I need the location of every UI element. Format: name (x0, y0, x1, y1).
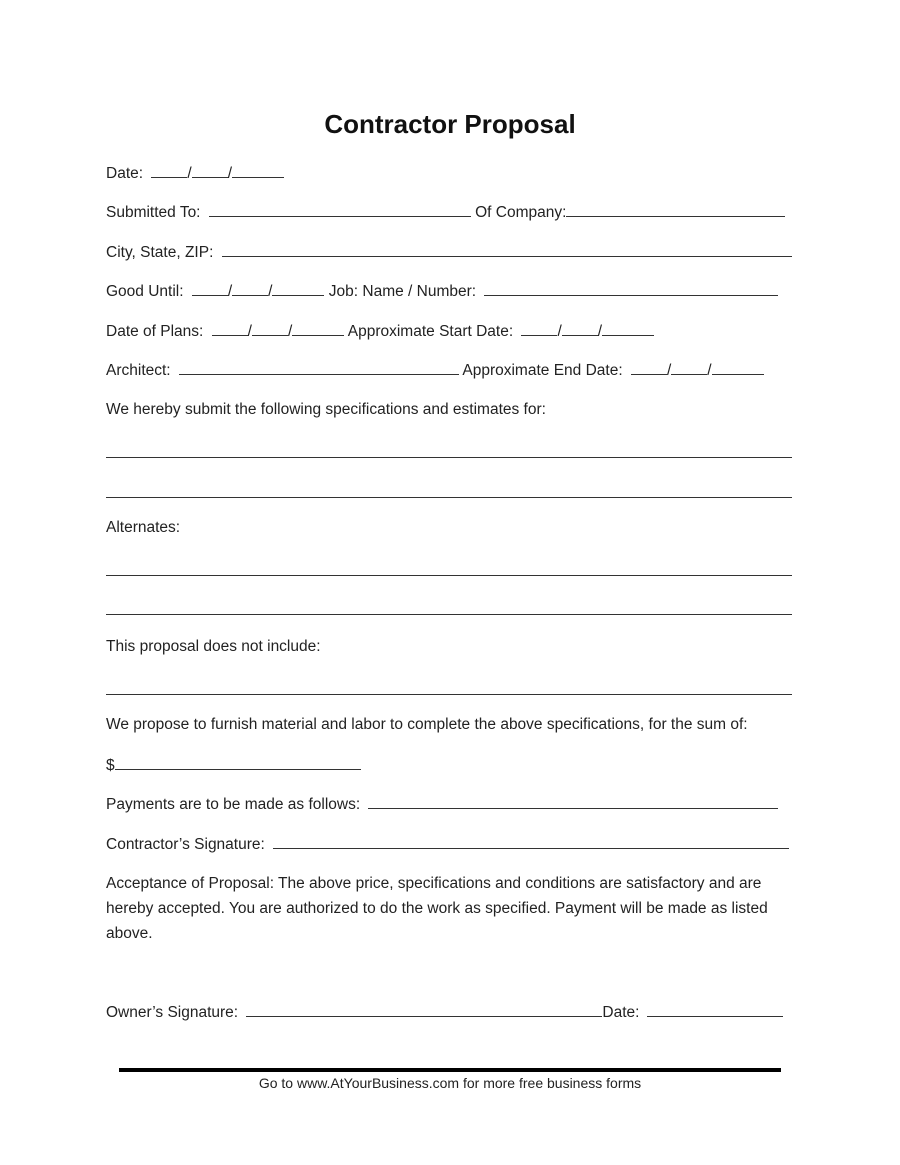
approx-start-date-label: Approximate Start Date: (347, 323, 514, 340)
end-day-field[interactable] (671, 359, 707, 375)
date-of-plans-year-field[interactable] (292, 320, 344, 336)
alternates-line-1[interactable] (106, 575, 792, 576)
approx-end-date-label: Approximate End Date: (462, 362, 623, 379)
start-slash-2: / (597, 323, 603, 340)
end-slash-2: / (707, 362, 712, 379)
owner-signature-field[interactable] (246, 1001, 602, 1017)
city-state-zip-row (106, 241, 796, 264)
contractor-signature-row (106, 833, 796, 856)
alternates-line-2[interactable] (106, 614, 792, 615)
good-until-month-field[interactable] (192, 280, 228, 296)
city-state-zip-field[interactable] (222, 241, 792, 257)
of-company-field[interactable] (566, 201, 785, 217)
start-day-field[interactable] (562, 320, 598, 336)
start-slash-1: / (557, 323, 562, 340)
submitted-to-row (106, 201, 796, 224)
date-of-plans-slash-2: / (287, 323, 293, 340)
sum-field[interactable] (115, 754, 361, 770)
of-company-label: Of Company: (475, 204, 567, 221)
architect-field[interactable] (179, 359, 459, 375)
owner-date-field[interactable] (647, 1001, 783, 1017)
dollar-sign: $ (106, 757, 115, 774)
contractor-signature-label: Contractor’s Signature: (106, 836, 265, 853)
date-of-plans-row (106, 320, 796, 343)
date-of-plans-day-field[interactable] (252, 320, 288, 336)
job-name-number-field[interactable] (484, 280, 778, 296)
payments-field[interactable] (368, 793, 778, 809)
not-include-label: This proposal does not include: (106, 638, 321, 655)
page-title: Contractor Proposal (324, 109, 576, 139)
date-day-field[interactable] (192, 162, 228, 178)
architect-label: Architect: (106, 362, 171, 379)
specifications-line-1[interactable] (106, 457, 792, 458)
footer-divider (119, 1068, 781, 1072)
sum-row (106, 754, 796, 777)
good-until-slash-2: / (268, 283, 273, 300)
submitted-to-field[interactable] (209, 201, 471, 217)
specifications-line-2[interactable] (106, 497, 792, 498)
good-until-year-field[interactable] (272, 280, 324, 296)
end-month-field[interactable] (631, 359, 667, 375)
alternates-label: Alternates: (106, 519, 181, 536)
payments-row (106, 793, 796, 816)
date-slash-1: / (187, 165, 192, 182)
date-label: Date: (106, 165, 144, 182)
submitted-to-label: Submitted To: (106, 204, 201, 221)
job-name-number-label: Job: Name / Number: (328, 283, 477, 300)
city-state-zip-label: City, State, ZIP: (106, 244, 214, 261)
good-until-day-field[interactable] (232, 280, 268, 296)
date-slash-2: / (227, 165, 232, 182)
end-slash-1: / (666, 362, 672, 379)
architect-row (106, 359, 796, 382)
end-year-field[interactable] (712, 359, 764, 375)
footer-text: Go to www.AtYourBusiness.com for more free business forms (258, 1075, 642, 1091)
start-year-field[interactable] (602, 320, 654, 336)
good-until-row (106, 280, 796, 303)
acceptance-paragraph: Acceptance of Proposal: The above price, specifications and conditions are satisfactory and are hereby accepted. You are authorized to do the work as specified. Payment will be made as listed above. (106, 875, 768, 942)
not-include-line[interactable] (106, 694, 792, 695)
start-month-field[interactable] (521, 320, 557, 336)
payments-label: Payments are to be made as follows: (106, 796, 361, 813)
good-until-slash-1: / (227, 283, 233, 300)
propose-label: We propose to furnish material and labor to complete the above specifications, for the sum of: (106, 716, 748, 733)
date-month-field[interactable] (151, 162, 187, 178)
owner-signature-row (106, 1001, 796, 1024)
specifications-label: We hereby submit the following specifications and estimates for: (106, 401, 546, 418)
good-until-label: Good Until: (106, 283, 184, 300)
owner-date-label: Date: (602, 1004, 640, 1021)
date-of-plans-slash-1: / (247, 323, 252, 340)
date-of-plans-label: Date of Plans: (106, 323, 204, 340)
owner-signature-label: Owner’s Signature: (106, 1004, 239, 1021)
date-row (106, 162, 796, 185)
date-of-plans-month-field[interactable] (212, 320, 248, 336)
date-year-field[interactable] (232, 162, 284, 178)
contractor-signature-field[interactable] (273, 833, 789, 849)
